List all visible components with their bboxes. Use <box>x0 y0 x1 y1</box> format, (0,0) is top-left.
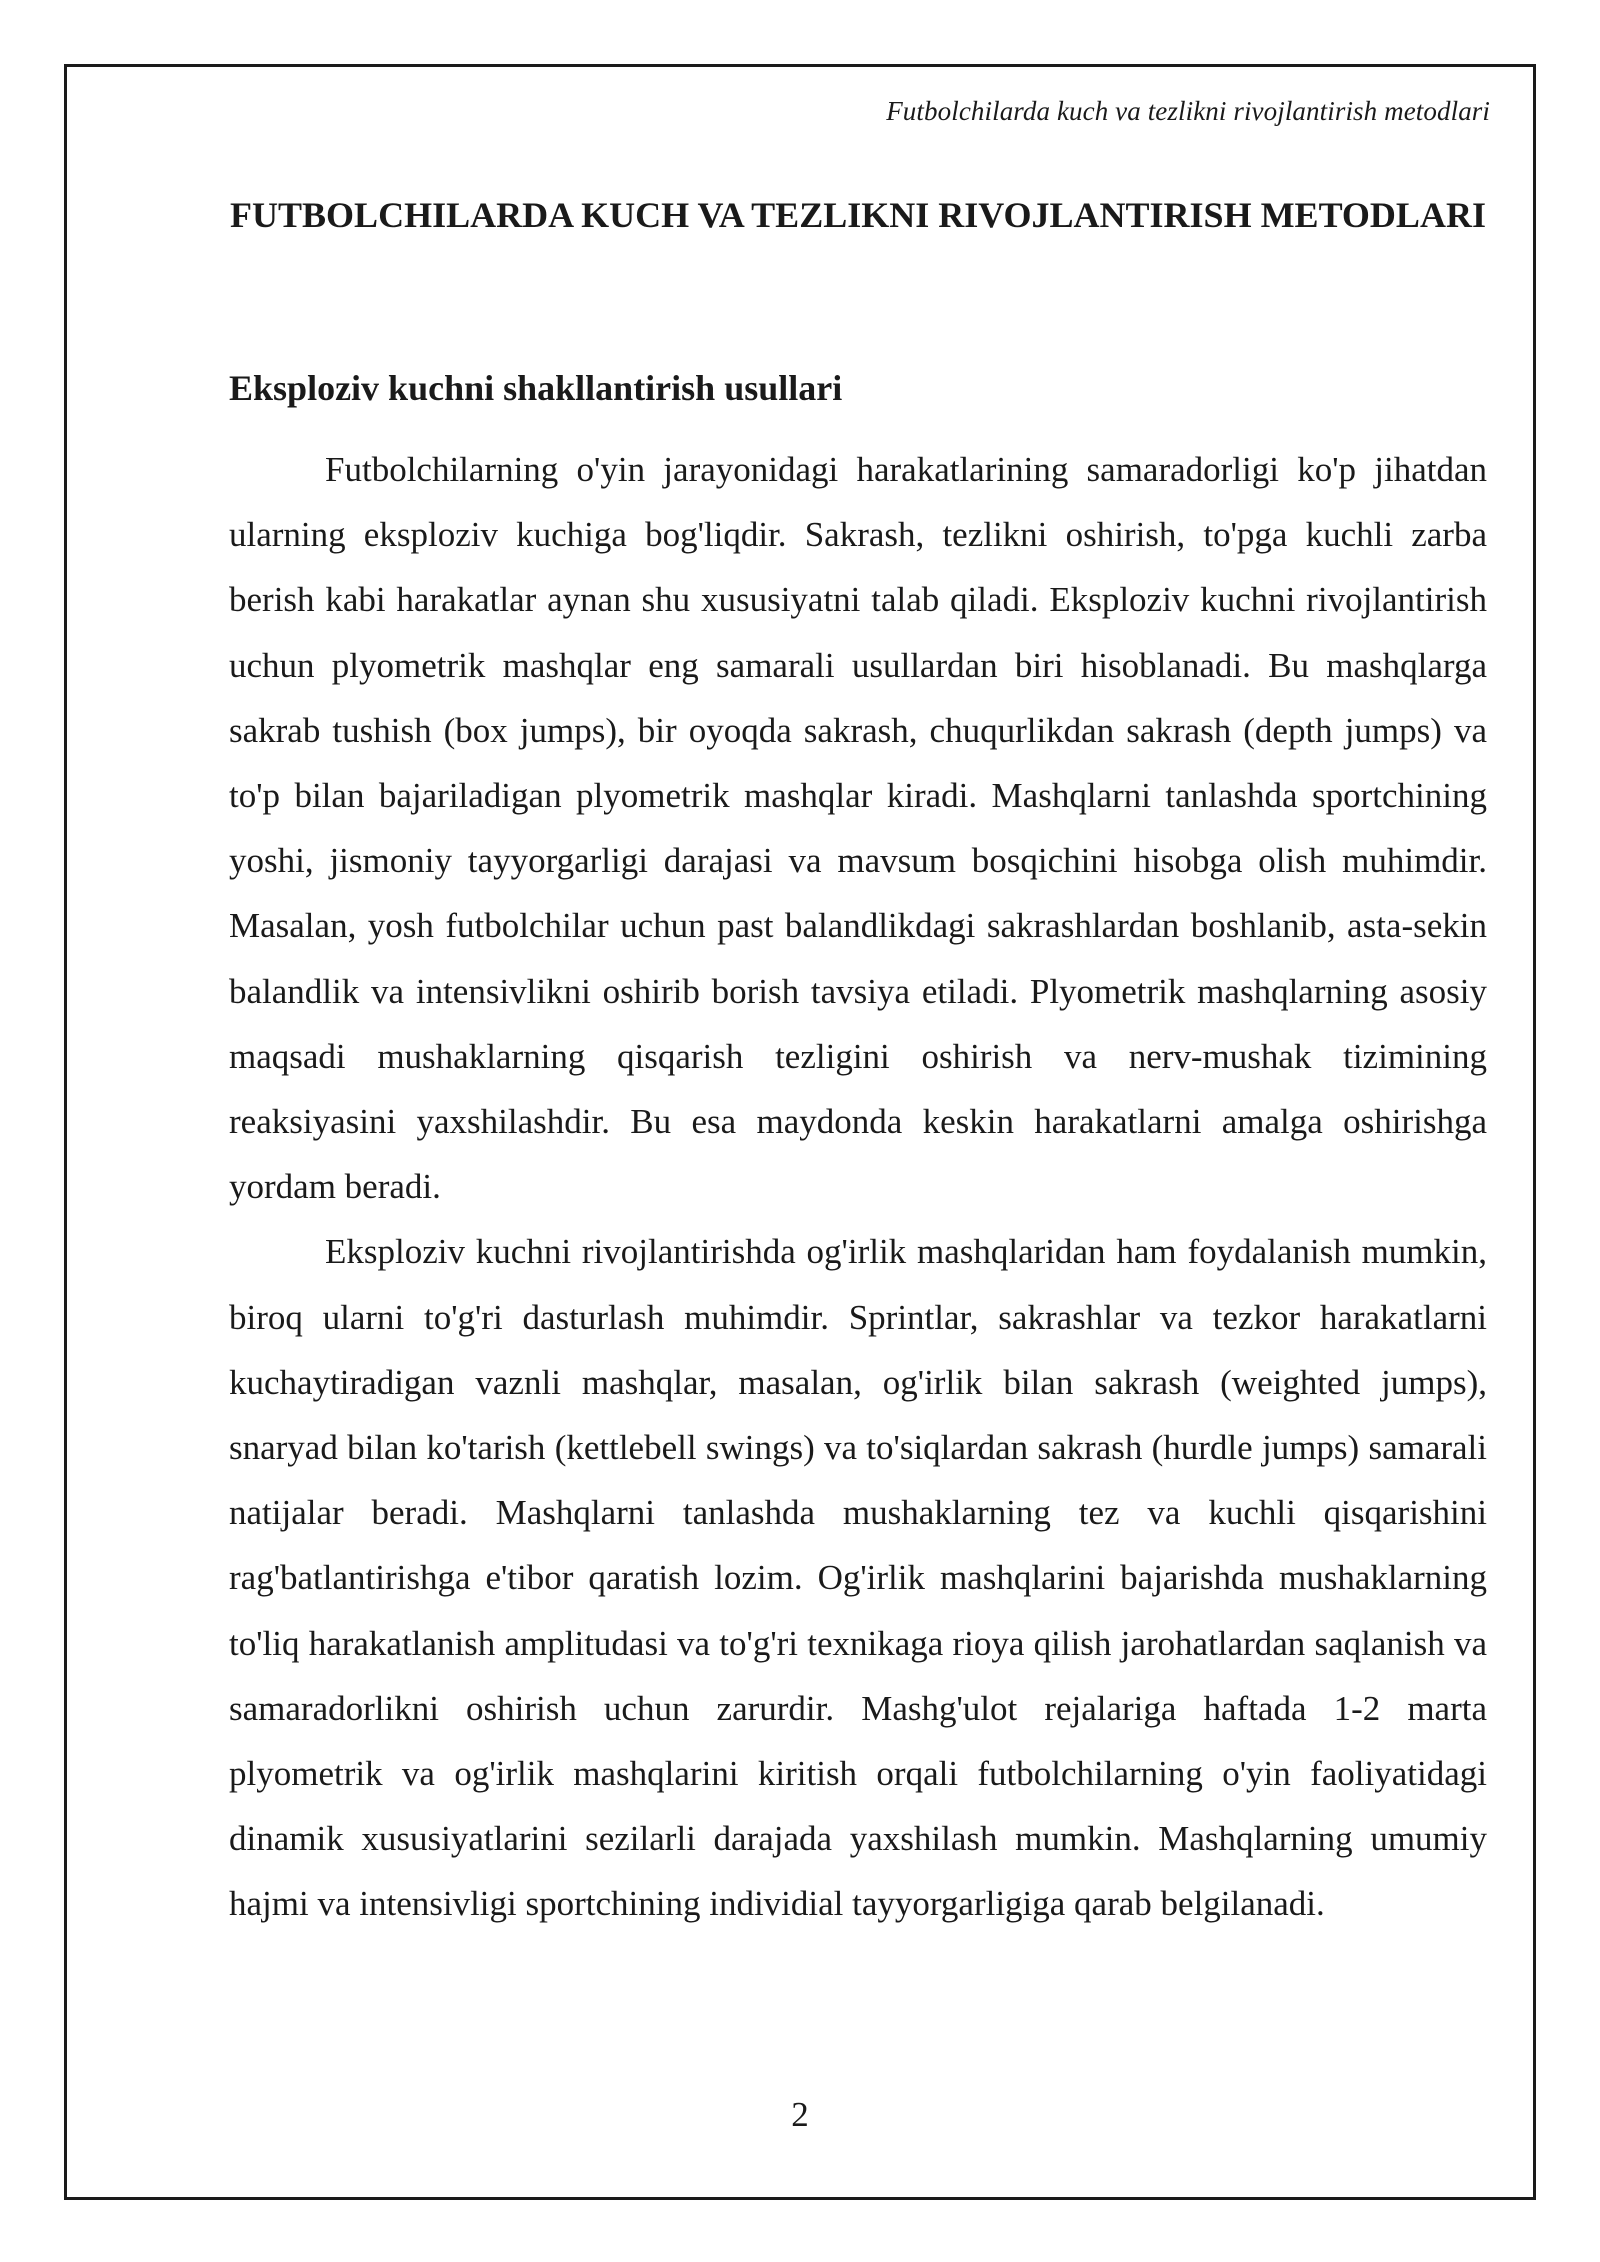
section-heading: Eksploziv kuchni shakllantirish usullari <box>229 368 843 408</box>
paragraph: Futbolchilarning o'yin jarayonidagi harakatlarining samaradorligi ko'p jihatdan ularning eksploziv kuchiga bog'liqdir. Sakrash, tezlikni oshirish, to'pga kuchli zarba berish kabi harakatlar aynan shu xususiyatni talab qiladi. Eksploziv kuchni rivojlantirish uchun plyometrik mashqlar eng samarali usullardan biri hisoblanadi. Bu mashqlarga sakrab tushish (box jumps), bir oyoqda sakrash, chuqurlikdan sakrash (depth jumps) va to'p bilan bajariladigan plyometrik mashqlar kiradi. Mashqlarni tanlashda sportchining yoshi, jismoniy tayyorgarligi darajasi va mavsum bosqichini hisobga olish muhimdir. Masalan, yosh futbolchilar uchun past balandlikdagi sakrashlardan boshlanib, asta-sekin balandlik va intensivlikni oshirib borish tavsiya etiladi. Plyometrik mashqlarning asosiy maqsadi mushaklarning qisqarish tezligini oshirish va nerv-mushak tizimining reaksiyasini yaxshilashdir. Bu esa maydonda keskin harakatlarni amalga oshirishga yordam beradi. <box>229 450 1487 1207</box>
running-header: Futbolchilarda kuch va tezlikni rivojlantirish metodlari <box>886 96 1490 126</box>
paragraph: Eksploziv kuchni rivojlantirishda og'irlik mashqlaridan ham foydalanish mumkin, biroq ularni to'g'ri dasturlash muhimdir. Sprintlar, sakrashlar va tezkor harakatlarni kuchaytiradigan vaznli mashqlar, masalan, og'irlik bilan sakrash (weighted jumps), snaryad bilan ko'tarish (kettlebell swings) va to'siqlardan sakrash (hurdle jumps) samarali natijalar beradi. Mashqlarni tanlashda mushaklarning tez va kuchli qisqarishini rag'batlantirishga e'tibor qaratish lozim. Og'irlik mashqlarini bajarishda mushaklarning to'liq harakatlanish amplitudasi va to'g'ri texnikaga rioya qilish jarohatlardan saqlanish va samaradorlikni oshirish uchun zarurdir. Mashg'ulot rejalariga haftada 1-2 marta plyometrik va og'irlik mashqlarini kiritish orqali futbolchilarning o'yin faoliyatidagi dinamik xususiyatlarini sezilarli darajada yaxshilash mumkin. Mashqlarning umumiy hajmi va intensivligi sportchining individial tayyorgarligiga qarab belgilanadi. <box>229 1232 1487 1924</box>
body-text <box>229 437 1487 1937</box>
document-title: FUTBOLCHILARDA KUCH VA TEZLIKNI RIVOJLANTIRISH METODLARI <box>230 195 1486 235</box>
page-number: 2 <box>791 2095 809 2134</box>
